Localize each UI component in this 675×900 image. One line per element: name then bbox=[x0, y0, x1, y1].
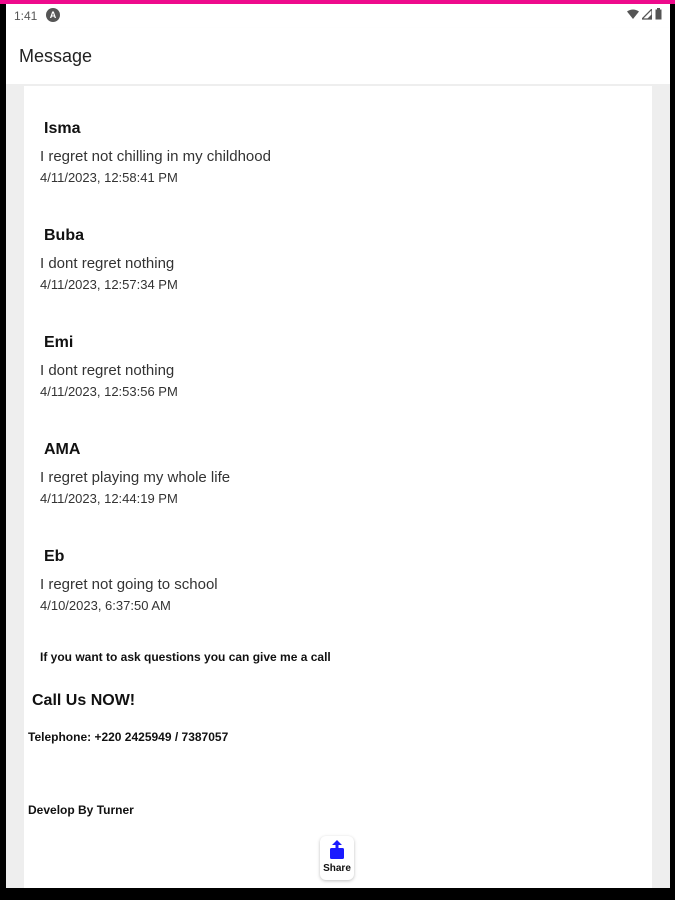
message-text: I regret not chilling in my childhood bbox=[40, 148, 271, 165]
share-label: Share bbox=[323, 863, 351, 874]
app-bar bbox=[6, 28, 670, 84]
message-text: I regret playing my whole life bbox=[40, 469, 231, 486]
share-button[interactable] bbox=[320, 836, 354, 880]
developer-credit: Develop By Turner bbox=[28, 803, 134, 817]
battery-icon bbox=[655, 8, 662, 20]
telephone-text: Telephone: +220 2425949 / 7387057 bbox=[28, 730, 229, 744]
status-time: 1:41 bbox=[14, 9, 38, 23]
message-sender: Emi bbox=[44, 334, 74, 351]
contact-note: If you want to ask questions you can give me a call bbox=[40, 650, 331, 664]
message-sender: Buba bbox=[44, 227, 84, 244]
message-timestamp: 4/11/2023, 12:58:41 PM bbox=[40, 170, 178, 185]
call-heading: Call Us NOW! bbox=[32, 692, 136, 709]
message-sender: Isma bbox=[44, 120, 81, 137]
message-timestamp: 4/10/2023, 6:37:50 AM bbox=[40, 598, 171, 613]
message-timestamp: 4/11/2023, 12:53:56 PM bbox=[40, 384, 178, 399]
app-screen bbox=[6, 4, 670, 888]
message-text: I dont regret nothing bbox=[40, 255, 175, 272]
message-timestamp: 4/11/2023, 12:57:34 PM bbox=[40, 277, 178, 292]
messages-card bbox=[24, 86, 652, 888]
page-title: Message bbox=[19, 46, 93, 66]
signal-icon bbox=[642, 9, 652, 20]
message-sender: AMA bbox=[44, 441, 81, 458]
message-text: I regret not going to school bbox=[40, 576, 218, 593]
message-text: I dont regret nothing bbox=[40, 362, 175, 379]
message-sender: Eb bbox=[44, 548, 65, 565]
status-icons bbox=[627, 8, 662, 20]
status-bar bbox=[6, 4, 670, 28]
app-notification-icon: A bbox=[46, 8, 60, 22]
share-icon bbox=[328, 840, 346, 860]
wifi-icon bbox=[627, 9, 639, 20]
message-timestamp: 4/11/2023, 12:44:19 PM bbox=[40, 491, 178, 506]
